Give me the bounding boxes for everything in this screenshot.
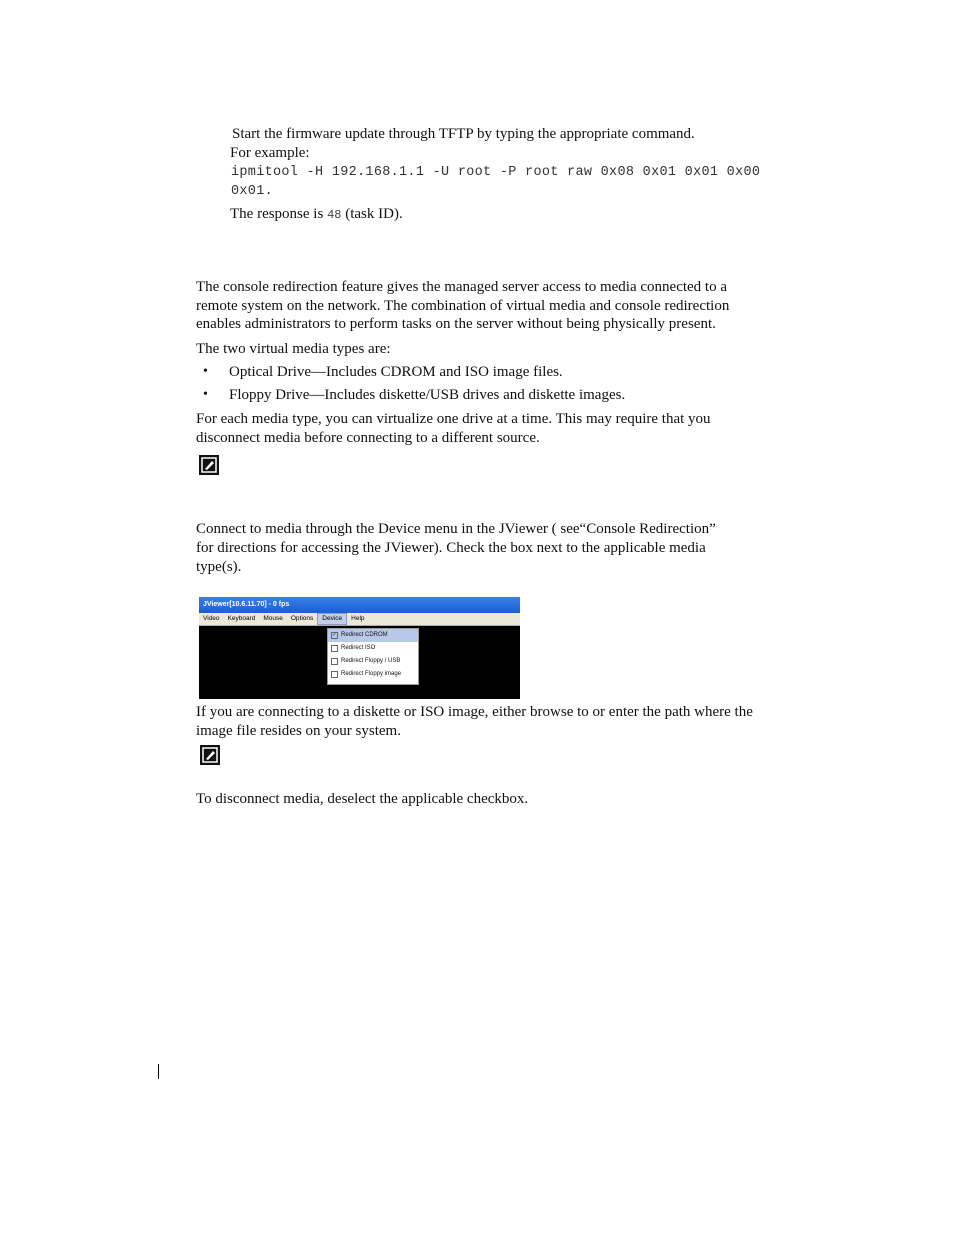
code-line-1: ipmitool -H 192.168.1.1 -U root -P root raw 0x08 0x01 0x01 0x00 xyxy=(231,165,761,180)
connect-line-3: type(s). xyxy=(196,559,242,575)
note-icon xyxy=(199,455,219,475)
redirect-iso-item[interactable] xyxy=(328,642,418,655)
response-value: 48 xyxy=(327,208,342,222)
each-line-2: disconnect media before connecting to a different source. xyxy=(196,430,540,446)
image-line-2: image file resides on your system. xyxy=(196,723,401,739)
code-line-2: 0x01. xyxy=(231,184,274,199)
device-dropdown xyxy=(327,628,419,685)
image-line-1: If you are connecting to a diskette or ISO image, either browse to or enter the path where the xyxy=(196,704,753,720)
redirect-cdrom-label: Redirect CDROM xyxy=(341,632,388,638)
menu-keyboard[interactable]: Keyboard xyxy=(227,615,256,622)
intro-line-1: The console redirection feature gives the managed server access to media connected to a xyxy=(196,279,728,295)
menu-device[interactable]: Device xyxy=(317,613,347,625)
jviewer-screenshot xyxy=(199,597,520,699)
page-margin-mark xyxy=(158,1064,159,1079)
bullet-marker: • xyxy=(203,364,208,379)
menu-mouse[interactable]: Mouse xyxy=(263,615,283,622)
step-instruction: Start the firmware update through TFTP by typing the appropriate command. xyxy=(232,126,695,142)
checkbox-icon[interactable] xyxy=(331,645,338,652)
menu-options[interactable]: Options xyxy=(290,615,314,622)
disconnect-text: To disconnect media, deselect the applicable checkbox. xyxy=(196,791,529,807)
response-text xyxy=(230,205,403,225)
each-line-1: For each media type, you can virtualize one drive at a time. This may require that you xyxy=(196,411,711,427)
note-icon xyxy=(200,745,220,765)
types-heading: The two virtual media types are: xyxy=(196,341,391,357)
redirect-floppy-image-label: Redirect Floppy image xyxy=(341,671,402,677)
menu-video[interactable]: Video xyxy=(203,615,220,622)
menu-help[interactable]: Help xyxy=(351,615,365,622)
checkbox-icon[interactable] xyxy=(331,671,338,678)
checkbox-checked-icon[interactable]: ✓ xyxy=(332,632,337,638)
response-prefix: The response is xyxy=(230,206,324,222)
response-suffix: (task ID). xyxy=(345,206,403,222)
bullet-floppy: Floppy Drive—Includes diskette/USB drives and diskette images. xyxy=(229,387,626,403)
connect-line-1: Connect to media through the Device menu in the JViewer ( see“Console Redirection” xyxy=(196,521,716,537)
intro-line-2: remote system on the network. The combination of virtual media and console redirection xyxy=(196,298,730,314)
step-example-label: For example: xyxy=(230,145,310,161)
redirect-floppy-image-item[interactable] xyxy=(328,668,418,681)
connect-line-2: for directions for accessing the JViewer). Check the box next to the applicable media xyxy=(196,540,706,556)
redirect-floppy-usb-item[interactable] xyxy=(328,655,418,668)
redirect-floppy-usb-label: Redirect Floppy / USB xyxy=(341,658,401,664)
checkbox-icon[interactable] xyxy=(331,658,338,665)
redirect-iso-label: Redirect ISO xyxy=(341,645,376,651)
bullet-optical: Optical Drive—Includes CDROM and ISO image files. xyxy=(229,364,563,380)
jviewer-menubar xyxy=(199,613,520,626)
intro-line-3: enables administrators to perform tasks on the server without being physically present. xyxy=(196,316,716,332)
redirect-cdrom-item[interactable] xyxy=(328,629,418,642)
bullet-marker: • xyxy=(203,387,208,402)
jviewer-title: JViewer[10.6.11.70] - 0 fps xyxy=(199,597,520,613)
